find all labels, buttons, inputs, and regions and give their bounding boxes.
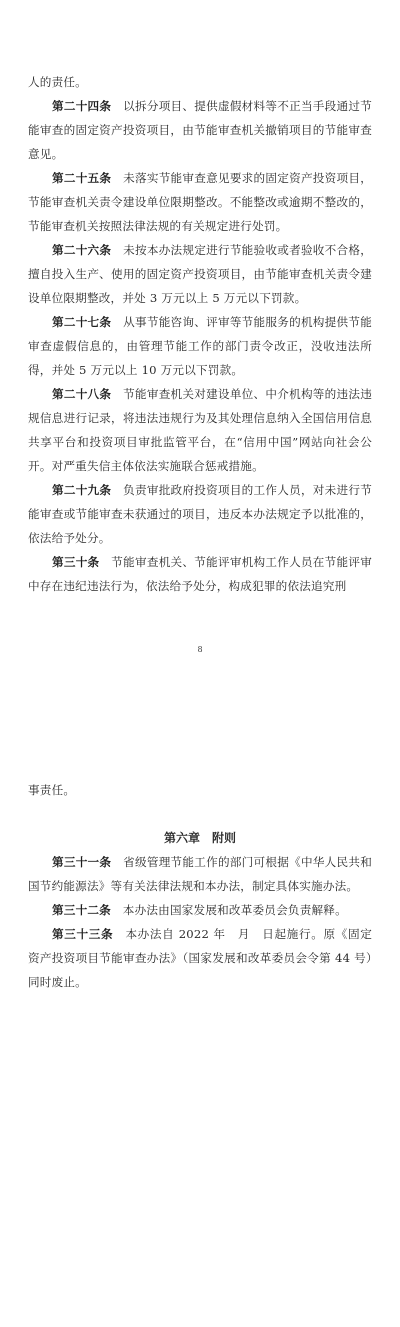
spacer (0, 802, 400, 826)
document-page-1 (0, 70, 400, 598)
article-32 (0, 898, 400, 922)
article-28 (0, 382, 400, 478)
article-33 (0, 922, 400, 994)
article-29 (0, 478, 400, 550)
article-24 (0, 94, 400, 166)
article-title: 第三十三条 (52, 927, 114, 941)
document-page-2 (0, 778, 400, 994)
article-title: 第二十七条 (52, 315, 112, 329)
article-body: 负责审批政府投资项目的工作人员，对未进行节能审查或节能审查未获通过的项目，违反本办法规定予以批准的，依法给予处分。 (28, 483, 373, 545)
article-body: 节能审查机关、节能评审机构工作人员在节能评审中存在违纪违法行为，依法给予处分，构成犯罪的依法追究刑 (28, 555, 372, 593)
article-body: 本办法由国家发展和改革委员会负责解释。 (122, 903, 347, 917)
article-title: 第三十条 (52, 555, 100, 569)
chapter-title: 第六章 附则 (163, 831, 236, 845)
article-body: 从事节能咨询、评审等节能服务的机构提供节能审查虚假信息的，由管理节能工作的部门责令改正，没收违法所得，并处 5 万元以上 10 万元以下罚款。 (28, 315, 373, 377)
article-26 (0, 238, 400, 310)
page-number: 8 (197, 645, 203, 654)
article-body: 节能审查机关对建设单位、中介机构等的违法违规信息进行记录，将违法违规行为及其处理信息纳入全国信用信息共享平台和投资项目审批监管平台，在“信用中国”网站向社会公开。对严重失信主体依法实施联合惩戒措施。 (28, 387, 373, 473)
article-body: 省级管理节能工作的部门可根据《中华人民共和国节约能源法》等有关法律法规和本办法，制定具体实施办法。 (28, 855, 373, 893)
lead-paragraph: 人的责任。 (28, 75, 87, 89)
article-body: 未落实节能审查意见要求的固定资产投资项目，节能审查机关责令建设单位限期整改。不能整改或逾期不整改的，节能审查机关按照法律法规的有关规定进行处罚。 (28, 171, 373, 233)
article-title: 第二十五条 (52, 171, 112, 185)
article-27 (0, 310, 400, 382)
article-title: 第三十二条 (52, 903, 111, 917)
article-25 (0, 166, 400, 238)
article-title: 第二十九条 (52, 483, 112, 497)
article-title: 第二十六条 (52, 243, 112, 257)
article-body: 未按本办法规定进行节能验收或者验收不合格，擅自投入生产、使用的固定资产投资项目，由节能审查机关责令建设单位限期整改，并处 3 万元以上 5 万元以下罚款。 (28, 243, 373, 305)
article-body: 以拆分项目、提供虚假材料等不正当手段通过节能审查的固定资产投资项目，由节能审查机关撤销项目的节能审查意见。 (28, 99, 373, 161)
article-title: 第二十四条 (52, 99, 112, 113)
article-title: 第二十八条 (52, 387, 112, 401)
lead-paragraph: 事责任。 (28, 783, 76, 797)
article-title: 第三十一条 (52, 855, 112, 869)
article-body: 本办法自 2022 年 月 日起施行。原《固定资产投资项目节能审查办法》（国家发展和改革委员会令第 44 号）同时废止。 (28, 927, 372, 989)
article-31 (0, 850, 400, 898)
article-30 (0, 550, 400, 598)
